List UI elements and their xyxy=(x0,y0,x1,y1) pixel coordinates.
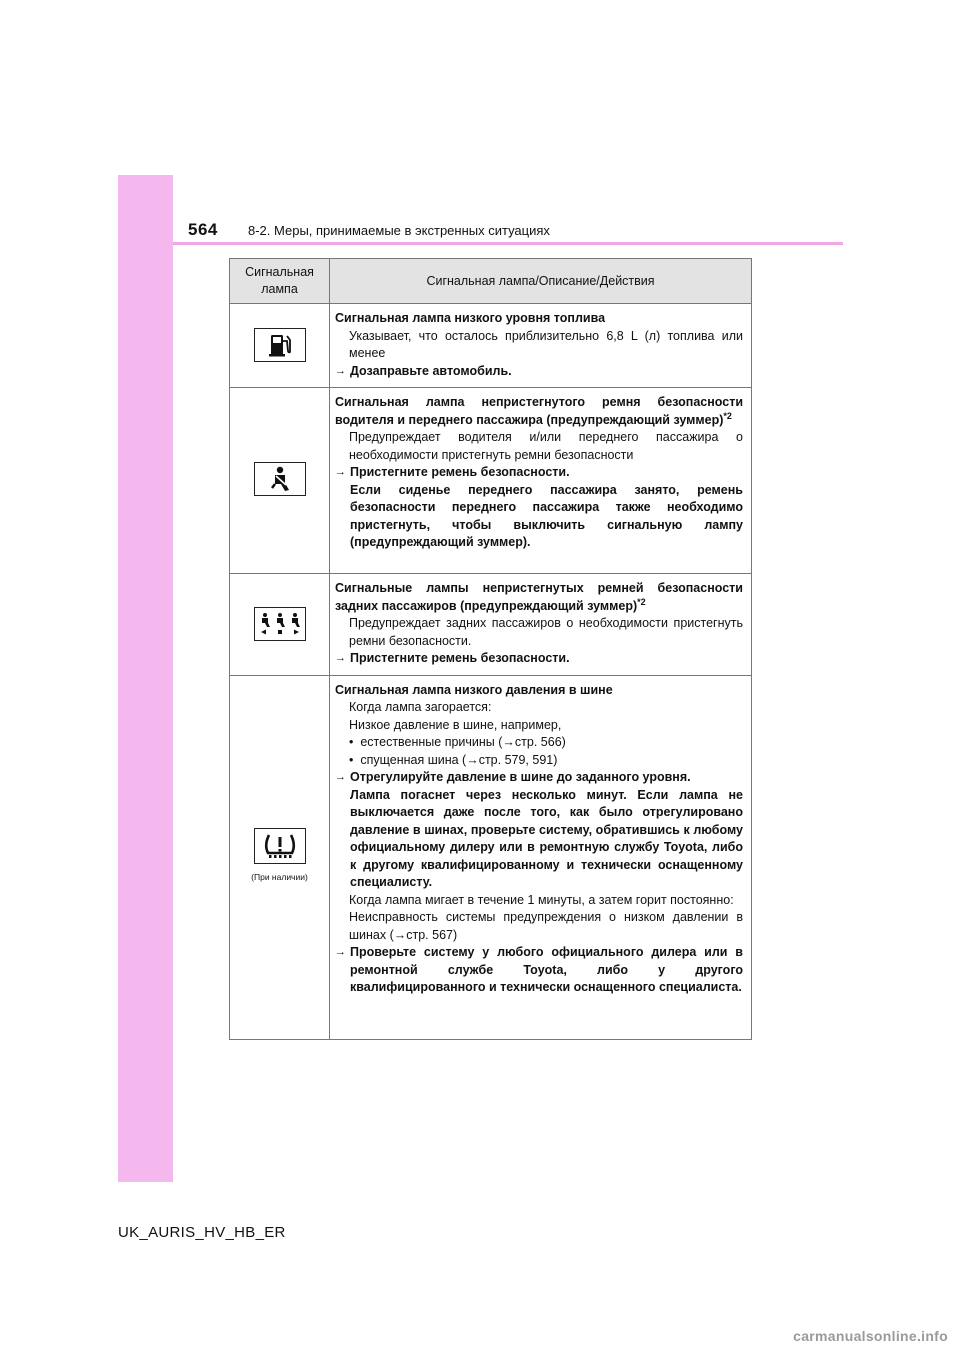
header-rule xyxy=(173,242,843,245)
row-title: Сигнальная лампа низкого уровня топлива xyxy=(335,311,606,325)
arrow-icon: → xyxy=(335,652,346,664)
document-code: UK_AURIS_HV_HB_ER xyxy=(118,1224,286,1241)
row-title: Сигнальные лампы непристегнутых ремней безопасности задних пассажиров (предупреждающий зуммер)$^{*2}$ xyxy=(335,581,743,613)
row-action: → Дозаправьте автомобиль. xyxy=(335,363,743,381)
list-item: • естественные причины (→стр. 566) xyxy=(349,735,566,749)
footnote-mark: *2 xyxy=(723,410,732,421)
seatbelt-icon xyxy=(254,462,306,496)
arrow-icon: → xyxy=(335,946,346,958)
watermark: carmanualsonline.info xyxy=(793,1328,948,1344)
side-band xyxy=(118,175,173,1182)
table-row xyxy=(230,304,752,388)
row-action: → Пристегните ремень безопасности. xyxy=(335,650,743,668)
row-description: Предупреждает задних пассажиров о необходимости пристегнуть ремни безопасности. xyxy=(349,616,743,648)
row-description: Указывает, что осталось приблизительно 6,8 L (л) топлива или менее xyxy=(349,328,743,360)
row-action: → Отрегулируйте давление в шине до заданного уровня. Лампа погаснет через несколько минут. Если лампа не выключается даже после того, как было отрегулировано давление в шинах, проверьте систему, обратившись к любому официальному дилеру или в ремонтную службу Toyota, либо к другому квалифицированному и технически оснащенному специалисту. xyxy=(335,769,743,892)
header-description: Сигнальная лампа/Описание/Действия xyxy=(330,259,752,304)
row-line: Когда лампа загорается: xyxy=(349,700,492,714)
section-title: 8-2. Меры, принимаемые в экстренных ситуациях xyxy=(248,223,550,238)
row-title: Сигнальная лампа низкого давления в шине xyxy=(335,682,613,697)
row-description: Предупреждает водителя и/или переднего пассажира о необходимости пристегнуть ремни безопасности xyxy=(349,430,743,462)
row-title: Сигнальная лампа непристегнутого ремня безопасности водителя и переднего пассажира (предупреждающий зуммер)$^{*2}$ xyxy=(335,395,743,427)
list-item: • спущенная шина (→стр. 579, 591) xyxy=(349,752,558,767)
table-header-row xyxy=(230,259,752,304)
table-row xyxy=(230,675,752,1039)
row-line: Когда лампа мигает в течение 1 минуты, а затем горит постоянно: xyxy=(349,892,734,907)
fuel-pump-icon xyxy=(254,328,306,362)
row-line: Низкое давление в шине, например, xyxy=(349,717,562,732)
rear-seatbelts-icon xyxy=(254,607,306,641)
arrow-icon: → xyxy=(335,466,346,478)
row-action: → Пристегните ремень безопасности. Если сиденье переднего пассажира занято, ремень безопасности переднего пассажира также необходимо пристегнуть, чтобы выключить сигнальную лампу (предупреждающий зуммер). xyxy=(335,464,743,552)
table-row xyxy=(230,388,752,574)
row-line: Неисправность системы предупреждения о низком давлении в шинах (→стр. 567) xyxy=(349,910,743,942)
page-number: 564 xyxy=(188,220,218,239)
header-lamp: Сигнальная лампа xyxy=(230,259,330,304)
row-action: → Проверьте систему у любого официального дилера или в ремонтной службе Toyota, либо у другого квалифицированного и технически оснащенного специалиста. xyxy=(335,944,743,997)
footnote-mark: *2 xyxy=(637,596,646,607)
optional-note: (При наличии) xyxy=(251,871,308,882)
tire-pressure-icon xyxy=(254,828,306,864)
table-row xyxy=(230,574,752,676)
warning-lamp-table xyxy=(229,258,752,1040)
arrow-icon: → xyxy=(335,771,346,783)
arrow-icon: → xyxy=(335,364,346,377)
